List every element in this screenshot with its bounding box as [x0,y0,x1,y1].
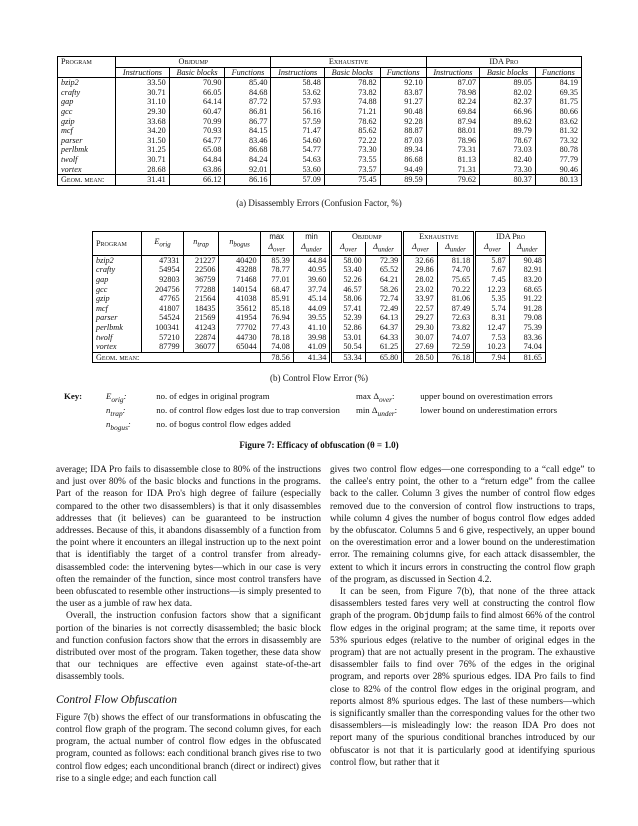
th-group-objdump: Objdump [331,232,403,242]
table-row: mcf 41807 18435 35612 85.18 44.09 57.41 72.49 22.57 87.49 5.74 91.28 [93,304,546,314]
th-delta-under: $\Delta_{under}$ [437,242,475,256]
figure-caption: Figure 7: Efficacy of obfuscation (θ = 1.0) [239,440,399,450]
th-group-objdump: Objdump [116,57,271,68]
th-sub: Functions [535,67,581,78]
left-column [56,464,321,785]
th-delta-over: $\Delta_{over}$ [475,242,509,256]
th-delta-under: $\Delta_{under}$ [509,242,545,256]
th-max: max [269,232,285,241]
th-sub: Functions [225,67,271,78]
paragraph: average; IDA Pro fails to disassemble close to 80% of the instructions and just over 80% of the basic blocks and functions in the programs. Part of the reason for IDA Pro's high degree of failure (especially compared to the other two disassemblers) is that it only disassembles addresses that (it believes) can be guaranteed to be instruction addresses. Because of this, it abandons disassembly of a function from the point where it encounters an illegal instruction up to the next point that is identifiably the target of a control transfer from already-disassembled code: the intervening bytes—which in our case is very often the remainder of the function, since most control transfers have been obfuscated to resemble other instructions—is simply presented to the user as a jumble of raw hex data. [56,465,321,610]
table-row: gzip 33.68 70.99 86.77 57.59 78.62 92.28 87.94 89.62 83.62 [58,117,582,127]
th-n-bogus: $n_{bogus}$ [219,232,260,256]
key-item: $\max \Delta_{over}$: upper bound on overestimation errors [356,391,553,404]
table-row-geomean: Geom. mean: 78.56 41.34 53.34 65.80 28.50 76.18 7.94 81.65 [93,352,546,363]
key-item: $E_{orig}$: no. of edges in original program [106,391,270,404]
right-column [330,464,595,769]
th-n-trap: $n_{trap}$ [183,232,219,256]
table-row: parser 54524 21569 41954 76.94 39.55 52.39 64.13 29.27 72.63 8.31 79.08 [93,313,546,323]
table-row-geomean: Geom. mean: 31.41 66.12 86.16 57.09 75.45 89.59 79.62 80.37 80.13 [58,175,582,186]
th-group-exhaustive: Exhaustive [403,232,475,242]
table-row: parser 31.50 64.77 83.46 54.60 72.22 87.03 78.96 78.67 73.32 [58,136,582,146]
table-control-flow-error [92,231,546,363]
table-row: perlbmk 100341 41243 77702 77.43 41.10 52.86 64.37 29.30 73.82 12.47 75.39 [93,323,546,333]
paragraph: gives two control flow edges—one corresponding to a “call edge” to the callee's entry point, the other to a “return edge” from the callee back to the caller. Column 3 gives the number of control flow edges removed due to the conversion of control flow instructions to traps, while column 4 gives the number of bogus control flow edges added by the obfuscator. Columns 5 and 6 give, respectively, an upper bound on the overestimation error and a lower bound on the underestimation error. The remaining columns give, for each attack disassembler, the extent to which it incurs errors in constructing the control flow graph of the program, as discussed in Section 4.2. [330,465,595,585]
th-delta-under: $\Delta_{under}$ [365,242,403,256]
th-min: min [293,232,331,242]
table-row: mcf 34.20 70.93 84.15 71.47 85.62 88.87 88.01 89.79 81.32 [58,126,582,136]
key-item: $n_{trap}$: no. of control flow edges lost due to trap conversion [106,404,340,418]
th-delta-over: $\Delta_{over}$ [260,242,293,256]
key-left [106,391,340,432]
table-a-caption: (a) Disassembly Errors (Confusion Factor, %) [236,198,402,208]
paragraph: It can be seen, from Figure 7(b), that none of the three attack disassemblers tested fares very well at constructing the control flow graph of the program. Objdump fails to find almost 66% of the control flow edges in the original program; at the same time, it reports over 53% spurious edges (relative to the number of original edges in the program) that are not actually present in the program. The exhaustive disassembler fails to find over 76% of the edges in the original program, and reports over 28% spurious edges. IDA Pro fails to find close to 82% of the control flow edges in the original program, and reports almost 8% spurious edges. The last of these numbers—which is significantly smaller than the corresponding values for the other two disassemblers—is misleadingly low: the reason IDA Pro does not report many of the spurious conditional branches introduced by our obfuscator is not that it is particularly good at identifying spurious control flow, but rather that it [330,587,595,768]
table-row: gzip 47765 21564 41038 85.91 45.14 58.06 72.74 33.97 81.06 5.35 91.22 [93,294,546,304]
th-sub: Basic blocks [169,67,225,78]
key-item: $\min \Delta_{under}$: lower bound on underestimation errors [356,404,558,418]
th-sub: Instructions [426,67,479,78]
table-row: perlbmk 31.25 65.08 86.68 54.77 73.30 89.34 73.31 73.03 80.78 [58,145,582,155]
table-b-caption: (b) Control Flow Error (%) [270,373,368,383]
table-row: gap 92803 36759 71468 77.01 39.60 52.26 64.21 28.02 75.65 7.45 83.20 [93,275,546,285]
table-row: bzip2 47331 21227 40420 85.39 44.84 58.00 72.39 32.66 81.18 5.87 90.48 [93,255,546,265]
table-row: gap 31.10 64.14 87.72 57.93 74.88 91.27 82.24 82.37 81.75 [58,97,582,107]
key-right [356,391,557,419]
section-heading: Control Flow Obfuscation [56,693,177,706]
th-delta-under: $\Delta_{under}$ [293,242,331,256]
th-group-exhaustive: Exhaustive [271,57,426,68]
th-program: Program [58,57,116,68]
table-row: twolf 30.71 64.84 84.24 54.63 73.55 86.68 81.13 82.40 77.79 [58,155,582,165]
table-row: twolf 57210 22874 44730 78.18 39.98 53.01 64.33 30.07 74.07 7.53 83.36 [93,333,546,343]
table-row: bzip2 33.50 70.90 85.40 58.48 78.82 92.10 87.07 89.05 84.19 [58,78,582,88]
table-row: gcc 204756 77288 140154 68.47 37.74 46.57 58.26 23.02 70.22 12.23 68.65 [93,285,546,295]
paragraph: Figure 7(b) shows the effect of our transformations in obfuscating the control flow graph of the program. The second column gives, for each program, the actual number of control flow edges in the obfuscated program, counted as follows: each conditional branch gives rise to two control flow edges; each unconditional branch (direct or indirect) gives rise to a single edge; and each function call [56,712,321,784]
th-delta-over: $\Delta_{over}$ [331,242,365,256]
table-row: crafty 30.71 66.05 84.68 53.62 73.82 83.87 78.98 82.02 69.35 [58,88,582,98]
th-e-orig: $E_{orig}$ [142,232,183,256]
key-title: Key: [64,391,83,401]
th-group-idapro: IDA Pro [475,232,546,242]
th-delta-over: $\Delta_{over}$ [403,242,437,256]
table-row: crafty 54954 22506 43288 78.77 40.95 53.40 65.52 29.86 74.70 7.67 82.91 [93,265,546,275]
table-disassembly-errors [57,56,582,186]
paragraph: Overall, the instruction confusion factors show that a significant portion of the binaries is not correctly disassembled; the basic block and function confusion factors show that the errors in disassembly are distributed over most of the program. Taken together, these data show that our techniques are effective even against state-of-the-art disassembly tools. [56,611,321,683]
key-item: $n_{bogus}$: no. of bogus control flow edges added [106,418,291,432]
code-objdump: Objdump [413,611,451,622]
th-sub: Basic blocks [324,67,380,78]
th-program: Program [93,232,142,256]
th-sub: Instructions [271,67,324,78]
th-sub: Instructions [116,67,169,78]
table-row: gcc 29.30 60.47 86.81 56.16 71.21 90.48 69.84 66.96 80.66 [58,107,582,117]
table-row: vortex 28.68 63.86 92.01 53.60 73.57 94.49 71.31 73.30 90.46 [58,165,582,175]
th-sub: Basic blocks [480,67,536,78]
table-row: vortex 87799 36077 65044 74.08 41.09 50.54 61.25 27.69 72.59 10.23 74.04 [93,342,546,352]
th-sub: Functions [380,67,426,78]
th-group-idapro: IDA Pro [426,57,581,68]
